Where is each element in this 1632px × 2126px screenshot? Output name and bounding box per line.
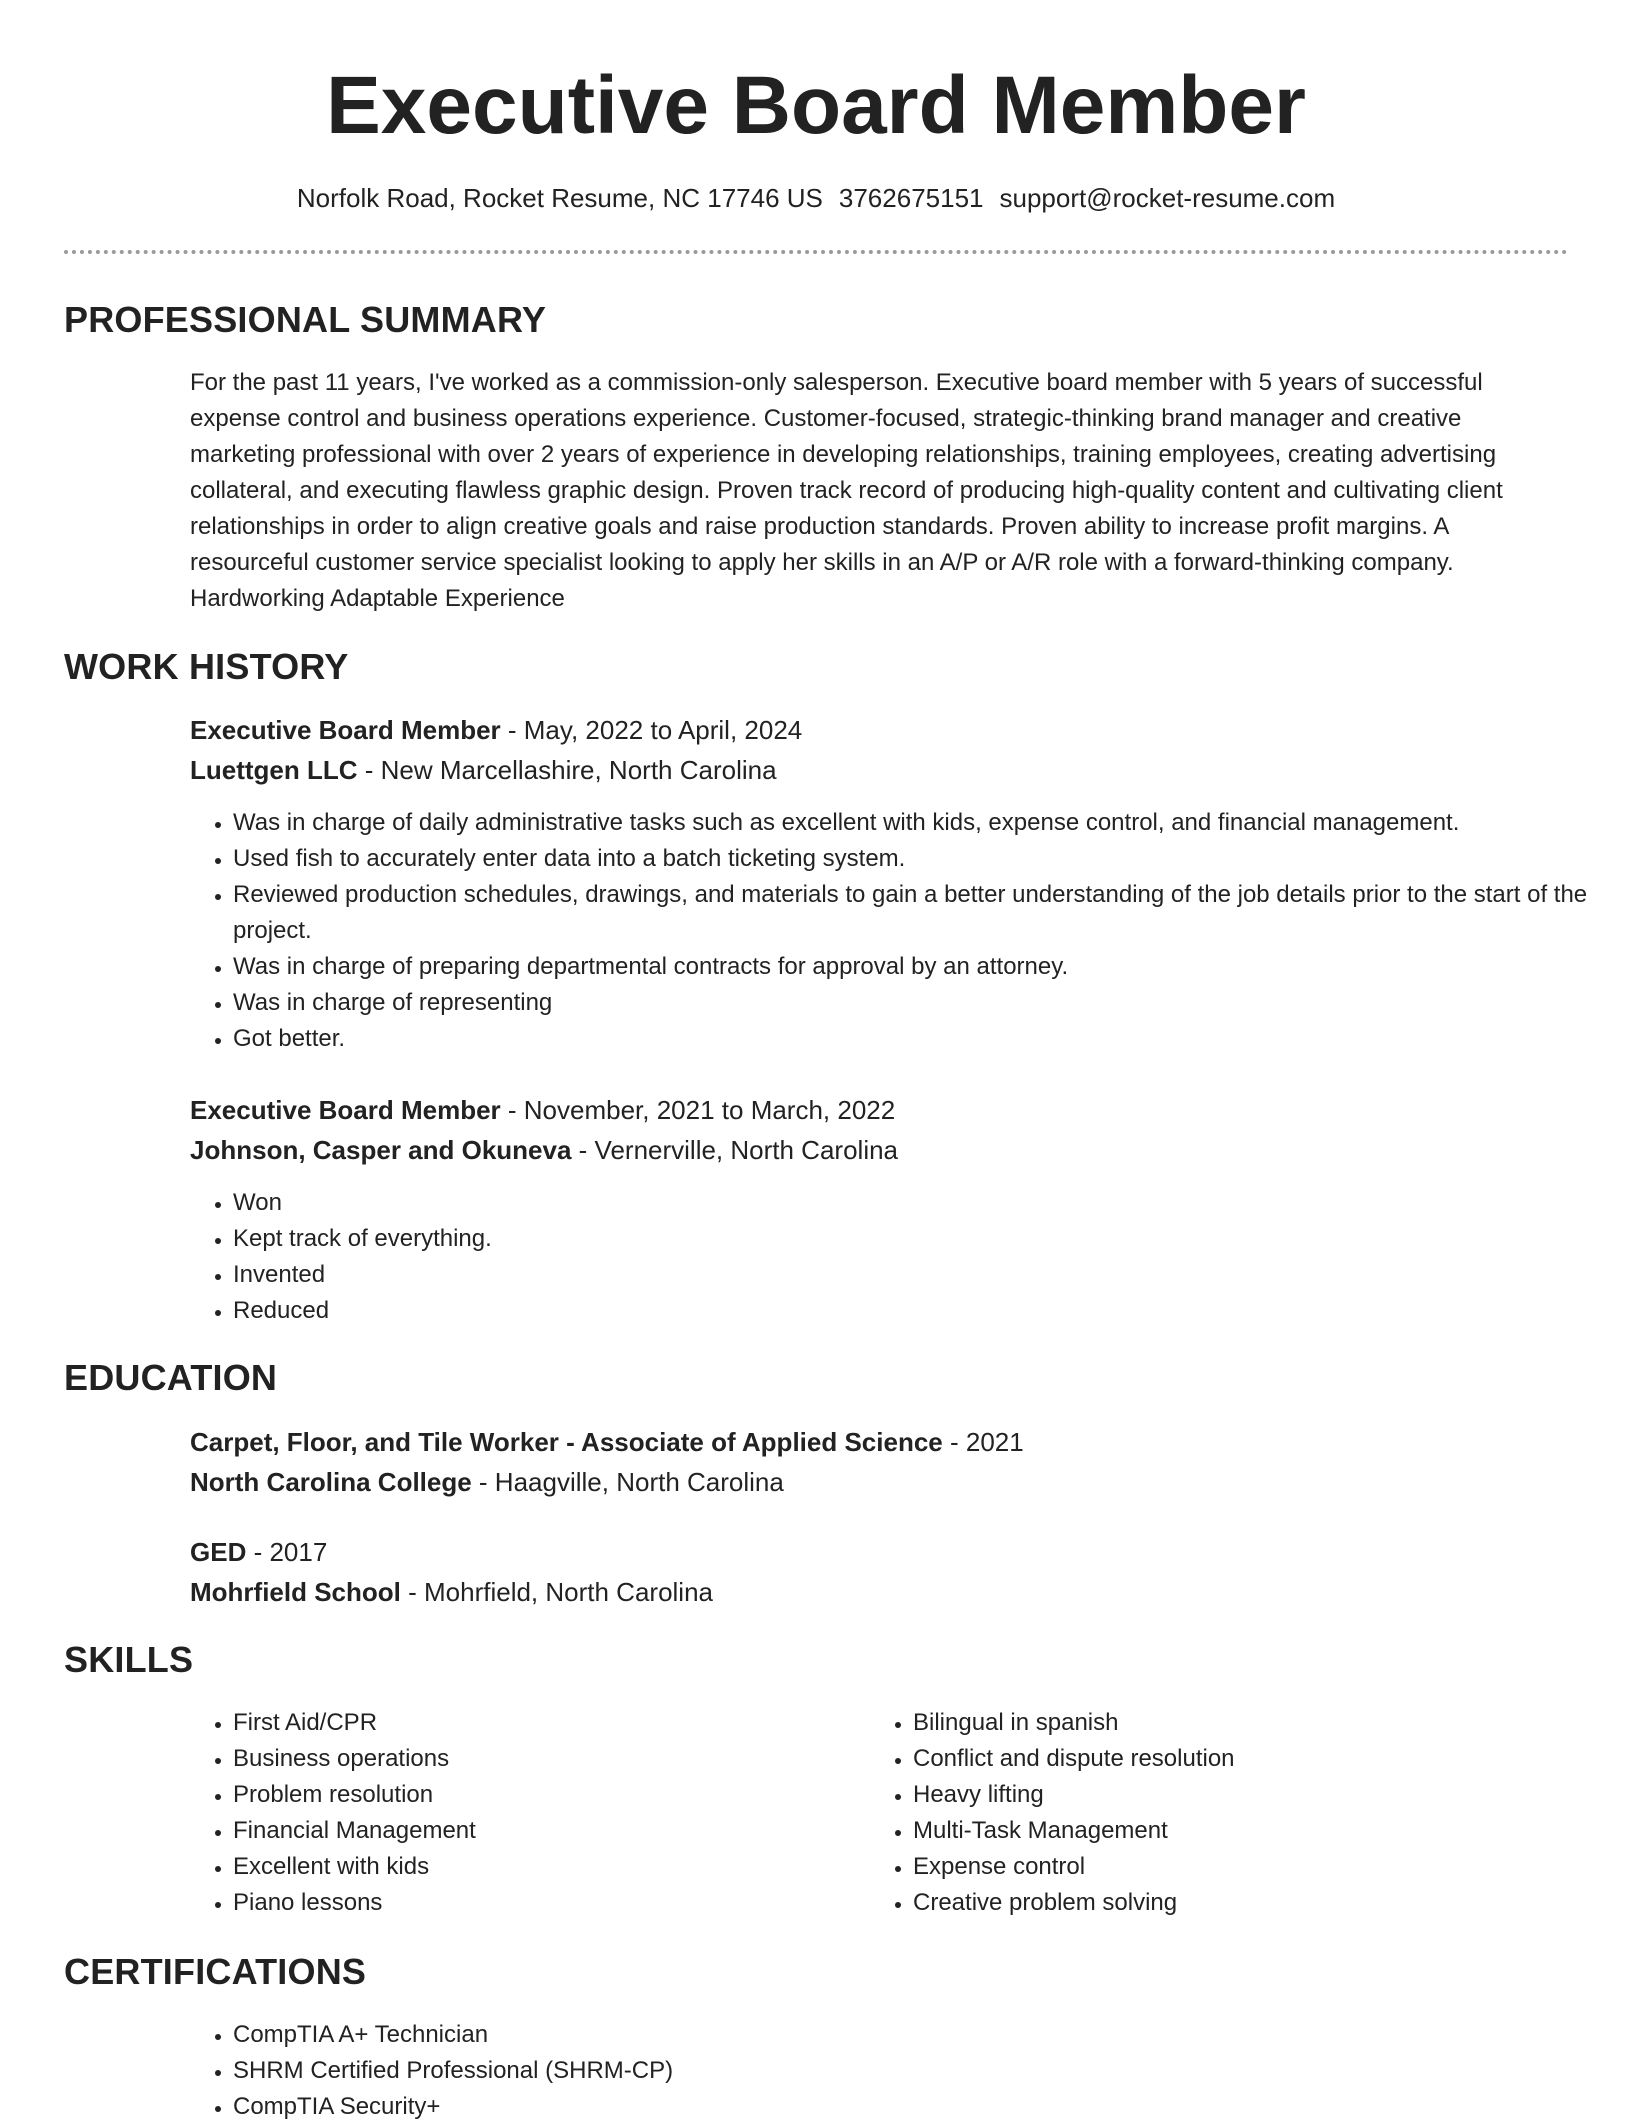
skill-item: • Bilingual in spanish — [913, 1705, 1553, 1741]
education-degree: GED — [190, 1537, 247, 1567]
skill-item: • Expense control — [913, 1849, 1553, 1885]
certification-item: • SHRM Certified Professional (SHRM-CP) — [233, 2053, 1613, 2089]
job-bullets — [190, 805, 1613, 1057]
resume-name: Executive Board Member — [326, 60, 1306, 151]
skill-item: • Heavy lifting — [913, 1777, 1553, 1813]
job-role: Executive Board Member — [190, 715, 501, 745]
job-bullets — [190, 1185, 1613, 1329]
skill-item: • Financial Management — [233, 1813, 873, 1849]
job-dates: - November, 2021 to March, 2022 — [500, 1095, 896, 1125]
contact-email: support@rocket-resume.com — [999, 183, 1336, 213]
education-degree-line — [190, 1534, 327, 1570]
job-bullet: • Won — [233, 1185, 1613, 1221]
job-company-line — [190, 1132, 898, 1168]
job-title-line — [190, 1092, 895, 1128]
skills-list-right — [870, 1705, 1553, 1921]
job-bullet: • Reduced — [233, 1293, 1613, 1329]
education-degree: Carpet, Floor, and Tile Worker - Associate of Applied Science — [190, 1427, 943, 1457]
section-title-certifications: CERTIFICATIONS — [64, 1951, 367, 1992]
education-school: North Carolina College — [190, 1467, 472, 1497]
job-bullet: • Was in charge of daily administrative tasks such as excellent with kids, expense control, and financial management. — [233, 805, 1613, 841]
section-title-education: EDUCATION — [64, 1357, 278, 1398]
section-title-summary: PROFESSIONAL SUMMARY — [64, 299, 547, 340]
skill-item: • Multi-Task Management — [913, 1813, 1553, 1849]
education-school-line — [190, 1464, 784, 1500]
job-title-line — [190, 712, 802, 748]
skill-item: • Conflict and dispute resolution — [913, 1741, 1553, 1777]
header-divider — [64, 250, 1568, 254]
skill-item: • Business operations — [233, 1741, 873, 1777]
job-bullet: • Was in charge of representing — [233, 985, 1613, 1021]
summary-text: For the past 11 years, I've worked as a commission-only salesperson. Executive board member with 5 years of successful expense control and business operations experience. Customer-focused, strategic-thinking brand manager and creative marketing professional with over 2 years of experience in developing relationships, training employees, creating advertising collateral, and executing flawless graphic design. Proven track record of producing high-quality content and cultivating client relationships in order to align creative goals and raise production standards. Proven ability to increase profit margins. A resourceful customer service specialist looking to apply her skills in an A/P or A/R role with a forward-thinking company. Hardworking Adaptable Experience — [190, 369, 1503, 612]
certification-item: • CompTIA Security+ — [233, 2089, 1613, 2125]
education-year: - 2021 — [942, 1427, 1024, 1457]
education-school: Mohrfield School — [190, 1577, 401, 1607]
skill-item: • Excellent with kids — [233, 1849, 873, 1885]
job-company: Luettgen LLC — [190, 755, 358, 785]
contact-line — [0, 180, 1632, 216]
contact-phone: 3762675151 — [838, 183, 984, 213]
skill-item: • Creative problem solving — [913, 1885, 1553, 1921]
job-bullet: • Invented — [233, 1257, 1613, 1293]
certification-item: • CompTIA A+ Technician — [233, 2017, 1613, 2053]
job-bullet: • Was in charge of preparing departmental contracts for approval by an attorney. — [233, 949, 1613, 985]
education-location: - Haagville, North Carolina — [471, 1467, 784, 1497]
job-company: Johnson, Casper and Okuneva — [190, 1135, 572, 1165]
education-school-line — [190, 1574, 713, 1610]
job-bullet: • Reviewed production schedules, drawings, and materials to gain a better understanding of the job details prior to the start of the project. — [233, 877, 1613, 949]
skill-item: • First Aid/CPR — [233, 1705, 873, 1741]
skills-list-left — [190, 1705, 873, 1921]
certifications-list — [190, 2017, 1613, 2125]
job-location: - New Marcellashire, North Carolina — [357, 755, 777, 785]
education-location: - Mohrfield, North Carolina — [400, 1577, 714, 1607]
job-dates: - May, 2022 to April, 2024 — [500, 715, 803, 745]
job-role: Executive Board Member — [190, 1095, 501, 1125]
skill-item: • Piano lessons — [233, 1885, 873, 1921]
job-bullet: • Kept track of everything. — [233, 1221, 1613, 1257]
education-degree-line — [190, 1424, 1024, 1460]
section-title-skills: SKILLS — [64, 1639, 194, 1680]
skill-item: • Problem resolution — [233, 1777, 873, 1813]
contact-address: Norfolk Road, Rocket Resume, NC 17746 US — [296, 183, 823, 213]
section-title-work-history: WORK HISTORY — [64, 646, 349, 687]
job-bullet: • Got better. — [233, 1021, 1613, 1057]
job-location: - Vernerville, North Carolina — [571, 1135, 899, 1165]
education-year: - 2017 — [246, 1537, 328, 1567]
job-company-line — [190, 752, 777, 788]
job-bullet: • Used fish to accurately enter data into a batch ticketing system. — [233, 841, 1613, 877]
